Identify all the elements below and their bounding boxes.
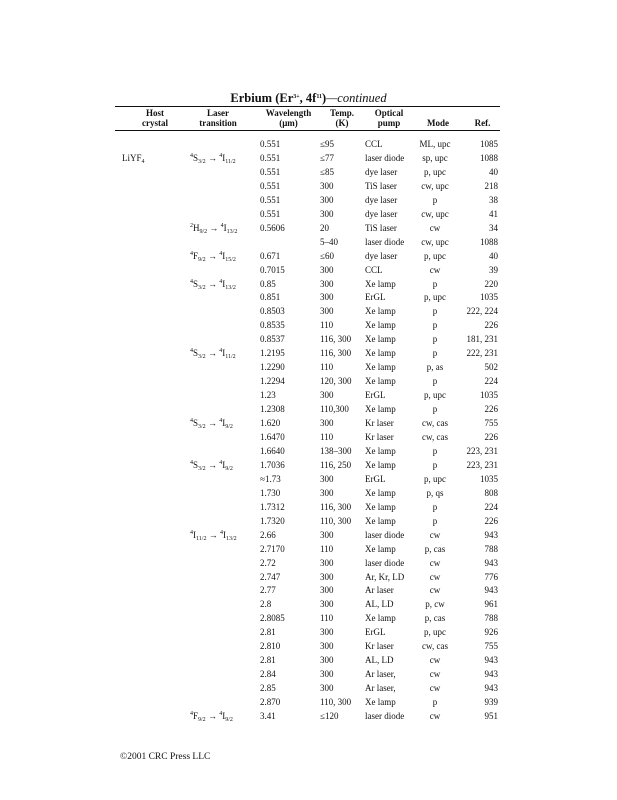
mode-cell: p, qs — [426, 487, 444, 498]
ref-cell: 226 — [484, 320, 498, 331]
wavelength-cell: 2.8085 — [260, 613, 285, 624]
ref-cell: 220 — [484, 278, 498, 289]
temp-cell: 110 — [320, 543, 334, 554]
wavelength-cell: 0.551 — [260, 166, 281, 177]
ref-cell: 39 — [489, 264, 498, 275]
temp-cell: 116, 250 — [320, 459, 352, 470]
wavelength-cell: 1.6640 — [260, 445, 285, 456]
mode-cell: p, upc — [424, 627, 446, 638]
pump-cell: Xe lamp — [365, 501, 396, 512]
ref-cell: 1088 — [480, 236, 498, 247]
ref-cell: 222, 231 — [466, 348, 498, 359]
temp-cell: ≤60 — [320, 250, 334, 261]
pump-cell: laser diode — [365, 710, 405, 721]
wavelength-cell: 0.551 — [260, 152, 281, 163]
ref-cell: 222, 224 — [466, 306, 498, 317]
temp-cell: 300 — [320, 557, 334, 568]
ref-cell: 40 — [489, 250, 498, 261]
pump-cell: Xe lamp — [365, 543, 396, 554]
mode-cell: p — [432, 445, 438, 456]
mode-cell: p — [432, 404, 438, 415]
pump-cell: TiS laser — [365, 222, 397, 233]
mode-cell: p — [432, 697, 438, 707]
laser-transition: $^4F_{9/2} \to ^4I_{9/2}$ — [190, 710, 233, 723]
mode-cell: cw, upc — [421, 208, 449, 219]
pump-cell: Xe lamp — [365, 320, 396, 331]
pump-cell: dye laser — [365, 208, 398, 219]
temp-cell: 110 — [320, 320, 334, 331]
mode-cell: p, as — [426, 362, 444, 373]
mode-cell: p — [432, 334, 438, 345]
temp-cell: 300 — [320, 627, 334, 638]
laser-transition: $^4I_{11/2} \to ^4I_{13/2}$ — [190, 529, 237, 542]
mode-cell: p, upc — [424, 166, 446, 177]
table-title: Erbium ($Er^{3+}$, $4f^{11})—continued$ — [230, 91, 387, 105]
mode-cell: cw — [429, 529, 441, 540]
laser-transition: $^4S_{3/2} \to ^4I_{9/2}$ — [190, 418, 233, 430]
mode-cell: cw — [429, 710, 441, 721]
temp-cell: 110, 300 — [320, 515, 352, 526]
ref-cell: 226 — [484, 404, 498, 415]
temp-cell: 300 — [320, 585, 334, 596]
pump-cell: laser diode — [365, 236, 405, 247]
mode-cell: cw — [429, 585, 441, 596]
temp-cell: 300 — [320, 683, 334, 693]
pump-cell: Xe lamp — [365, 697, 396, 707]
mode-cell: p — [432, 306, 438, 317]
pump-cell: Xe lamp — [365, 348, 396, 359]
mode-cell: cw, upc — [421, 180, 449, 191]
ref-cell: 181, 231 — [466, 334, 498, 345]
pump-cell: Xe lamp — [365, 376, 396, 387]
wavelength-cell: 2.72 — [260, 557, 276, 568]
pump-cell: AL, LD — [365, 655, 394, 666]
pump-cell: dye laser — [365, 250, 398, 261]
ref-cell: 943 — [484, 683, 498, 693]
wavelength-cell: 0.551 — [260, 139, 281, 149]
ref-cell: 926 — [484, 627, 498, 638]
header-ref: Ref. — [474, 118, 491, 128]
ref-cell: 1035 — [480, 390, 498, 401]
temp-cell: ≤120 — [320, 710, 339, 721]
ref-cell: 226 — [484, 431, 498, 442]
header-wavelength: Wavelength (μm) — [265, 108, 312, 128]
laser-transition: $^4S_{3/2} \to ^4I_{9/2}$ — [190, 459, 233, 472]
mode-cell: p — [432, 515, 438, 526]
temp-cell: 300 — [320, 641, 334, 652]
temp-cell: 110, 300 — [320, 697, 352, 707]
header-host: Host crystal — [142, 108, 168, 128]
wavelength-cell: 2.77 — [260, 585, 276, 596]
pump-cell: ErGL — [365, 627, 386, 638]
temp-cell: 300 — [320, 571, 334, 582]
ref-cell: 223, 231 — [466, 445, 498, 456]
pump-cell: Ar, Kr, LD — [365, 571, 405, 582]
mode-cell: p — [432, 459, 438, 470]
mode-cell: p, upc — [424, 250, 446, 261]
header-mode: Mode — [427, 118, 449, 128]
mode-cell: cw — [429, 571, 441, 582]
temp-cell: 116, 300 — [320, 334, 352, 345]
wavelength-cell: 2.66 — [260, 529, 276, 540]
pump-cell: Ar laser — [365, 585, 394, 596]
ref-cell: 943 — [484, 585, 498, 596]
ref-cell: 943 — [484, 557, 498, 568]
pump-cell: ErGL — [365, 390, 386, 401]
mode-cell: p — [432, 501, 438, 512]
wavelength-cell: 1.2290 — [260, 362, 285, 373]
header-transition: Laser transition — [199, 108, 237, 128]
mode-cell: cw — [429, 557, 441, 568]
wavelength-cell: 3.41 — [260, 710, 276, 721]
mode-cell: p, upc — [424, 292, 446, 303]
pump-cell: Xe lamp — [365, 334, 396, 345]
arrow-icon: → — [205, 459, 220, 470]
ref-cell: 502 — [484, 362, 498, 373]
mode-cell: ML, upc — [419, 139, 451, 149]
header-temp: Temp. (K) — [330, 108, 354, 128]
mode-cell: p, cas — [424, 543, 446, 554]
pump-cell: ErGL — [365, 473, 386, 484]
mode-cell: p, cas — [424, 613, 446, 624]
pump-cell: Xe lamp — [365, 445, 396, 456]
wavelength-cell: 2.81 — [260, 655, 276, 666]
ref-cell: 40 — [489, 166, 498, 177]
pump-cell: dye laser — [365, 166, 398, 177]
ref-cell: 224 — [484, 501, 498, 512]
laser-transition: $^4S_{3/2} \to ^4I_{11/2}$ — [190, 152, 236, 165]
ref-cell: 755 — [484, 641, 498, 652]
temp-cell: 300 — [320, 599, 334, 610]
temp-cell: 300 — [320, 655, 334, 666]
mode-cell: cw, cas — [422, 418, 448, 428]
wavelength-cell: 2.84 — [260, 669, 276, 680]
wavelength-cell: 2.870 — [260, 697, 281, 707]
mode-cell: cw — [429, 655, 441, 666]
wavelength-cell: 1.7036 — [260, 459, 285, 470]
temp-cell: 300 — [320, 390, 334, 401]
pump-cell: dye laser — [365, 194, 398, 205]
laser-transition: $^4F_{9/2} \to ^4I_{15/2}$ — [190, 250, 236, 263]
ref-cell: 224 — [484, 376, 498, 387]
ref-cell: 1035 — [480, 292, 498, 303]
arrow-icon: → — [207, 222, 221, 233]
temp-cell: 300 — [320, 264, 334, 275]
temp-cell: 138–300 — [320, 445, 352, 456]
arrow-icon: → — [206, 529, 220, 540]
pump-cell: TiS laser — [365, 180, 397, 191]
mode-cell: p — [432, 320, 438, 331]
ref-cell: 1088 — [480, 152, 498, 163]
wavelength-cell: 0.7015 — [260, 264, 285, 275]
wavelength-cell: ≈1.73 — [260, 473, 281, 484]
ref-cell: 755 — [484, 418, 498, 428]
wavelength-cell: 0.551 — [260, 180, 281, 191]
temp-cell: 300 — [320, 194, 334, 205]
wavelength-cell: 2.7170 — [260, 543, 285, 554]
pump-cell: Ar laser, — [365, 683, 396, 693]
mode-cell: p, upc — [424, 390, 446, 401]
mode-cell: p — [432, 348, 438, 359]
wavelength-cell: 1.6470 — [260, 431, 285, 442]
pump-cell: Xe lamp — [365, 487, 396, 498]
pump-cell: ErGL — [365, 292, 386, 303]
wavelength-cell: 1.2308 — [260, 404, 285, 415]
pump-cell: AL, LD — [365, 599, 394, 610]
temp-cell: ≤95 — [320, 139, 334, 149]
pump-cell: laser diode — [365, 529, 405, 540]
temp-cell: 300 — [320, 487, 334, 498]
header-pump: Optical pump — [374, 108, 404, 128]
mode-cell: cw — [429, 669, 441, 680]
wavelength-cell: 0.671 — [260, 250, 281, 261]
pump-cell: Xe lamp — [365, 613, 396, 624]
wavelength-cell: 2.747 — [260, 571, 281, 582]
ref-cell: 34 — [489, 222, 498, 233]
temp-cell: 120, 300 — [320, 376, 352, 387]
pump-cell: Xe lamp — [365, 404, 396, 415]
ref-cell: 226 — [484, 515, 498, 526]
laser-transition: $^4S_{3/2} \to ^4I_{13/2}$ — [190, 278, 236, 291]
wavelength-cell: 1.620 — [260, 418, 281, 428]
arrow-icon: → — [205, 250, 220, 261]
ref-cell: 1035 — [480, 473, 498, 484]
ref-cell: 223, 231 — [466, 459, 498, 470]
temp-cell: 300 — [320, 418, 334, 428]
host-crystal: LiYF$_4$ — [122, 152, 145, 165]
ref-cell: 943 — [484, 655, 498, 666]
laser-transition: $^4S_{3/2} \to ^4I_{11/2}$ — [190, 348, 236, 361]
pump-cell: CCL — [365, 139, 383, 149]
mode-cell: p — [432, 278, 438, 289]
ref-cell: 788 — [484, 543, 498, 554]
ref-cell: 41 — [489, 208, 498, 219]
wavelength-cell: 1.7312 — [260, 501, 285, 512]
mode-cell: cw — [429, 683, 441, 693]
temp-cell: 300 — [320, 473, 334, 484]
ref-cell: 943 — [484, 669, 498, 680]
mode-cell: cw, upc — [421, 236, 449, 247]
wavelength-cell: 0.8537 — [260, 334, 285, 345]
arrow-icon: → — [205, 348, 220, 359]
laser-transition: $^2H_{9/2} \to ^4I_{13/2}$ — [190, 222, 238, 235]
temp-cell: ≤85 — [320, 166, 334, 177]
mode-cell: cw, cas — [422, 431, 448, 442]
mode-cell: cw, cas — [422, 641, 448, 652]
temp-cell: 20 — [320, 222, 329, 233]
arrow-icon: → — [205, 418, 220, 428]
wavelength-cell: 2.85 — [260, 683, 276, 693]
copyright-footer: ©2001 CRC Press LLC — [120, 752, 211, 762]
pump-cell: Kr laser — [365, 431, 394, 442]
ref-cell: 951 — [484, 710, 498, 721]
ref-cell: 943 — [484, 529, 498, 540]
wavelength-cell: 0.5606 — [260, 222, 285, 233]
pump-cell: Xe lamp — [365, 362, 396, 373]
mode-cell: cw — [429, 264, 441, 275]
temp-cell: 110 — [320, 613, 334, 624]
pump-cell: Xe lamp — [365, 515, 396, 526]
wavelength-cell: 1.23 — [260, 390, 276, 401]
pump-cell: laser diode — [365, 557, 405, 568]
temp-cell: 300 — [320, 669, 334, 680]
temp-cell: 300 — [320, 208, 334, 219]
temp-cell: ≤77 — [320, 152, 334, 163]
arrow-icon: → — [205, 152, 220, 163]
ref-cell: 961 — [484, 599, 498, 610]
temp-cell: 300 — [320, 180, 334, 191]
temp-cell: 300 — [320, 292, 334, 303]
ref-cell: 38 — [489, 194, 498, 205]
pump-cell: Kr laser — [365, 641, 394, 652]
pump-cell: laser diode — [365, 152, 405, 163]
wavelength-cell: 2.81 — [260, 627, 276, 638]
wavelength-cell: 0.85 — [260, 278, 276, 289]
temp-cell: 110 — [320, 431, 334, 442]
temp-cell: 5–40 — [320, 236, 338, 247]
wavelength-cell: 0.8535 — [260, 320, 285, 331]
wavelength-cell: 0.8503 — [260, 306, 285, 317]
wavelength-cell: 1.2195 — [260, 348, 285, 359]
pump-cell: CCL — [365, 264, 383, 275]
temp-cell: 110,300 — [320, 404, 349, 415]
mode-cell: cw — [429, 222, 441, 233]
wavelength-cell: 2.810 — [260, 641, 281, 652]
temp-cell: 300 — [320, 529, 334, 540]
mode-cell: p, upc — [424, 473, 446, 484]
pump-cell: Ar laser, — [365, 669, 396, 680]
pump-cell: Kr laser — [365, 418, 394, 428]
pump-cell: Xe lamp — [365, 306, 396, 317]
ref-cell: 939 — [484, 697, 498, 707]
ref-cell: 788 — [484, 613, 498, 624]
ref-cell: 1085 — [480, 139, 498, 149]
wavelength-cell: 2.8 — [260, 599, 272, 610]
mode-cell: p, cw — [425, 599, 445, 610]
pump-cell: Xe lamp — [365, 459, 396, 470]
wavelength-cell: 1.7320 — [260, 515, 285, 526]
temp-cell: 110 — [320, 362, 334, 373]
arrow-icon: → — [205, 278, 220, 289]
mode-cell: p — [432, 376, 438, 387]
pump-cell: Xe lamp — [365, 278, 396, 289]
wavelength-cell: 1.2294 — [260, 376, 285, 387]
temp-cell: 300 — [320, 306, 334, 317]
mode-cell: sp, upc — [422, 152, 448, 163]
wavelength-cell: 0.551 — [260, 208, 281, 219]
ref-cell: 808 — [484, 487, 498, 498]
wavelength-cell: 0.551 — [260, 194, 281, 205]
ref-cell: 776 — [484, 571, 498, 582]
mode-cell: p — [432, 194, 438, 205]
wavelength-cell: 1.730 — [260, 487, 281, 498]
temp-cell: 116, 300 — [320, 501, 352, 512]
temp-cell: 300 — [320, 278, 334, 289]
wavelength-cell: 0.851 — [260, 292, 281, 303]
arrow-icon: → — [205, 710, 220, 721]
ref-cell: 218 — [484, 180, 498, 191]
temp-cell: 116, 300 — [320, 348, 352, 359]
